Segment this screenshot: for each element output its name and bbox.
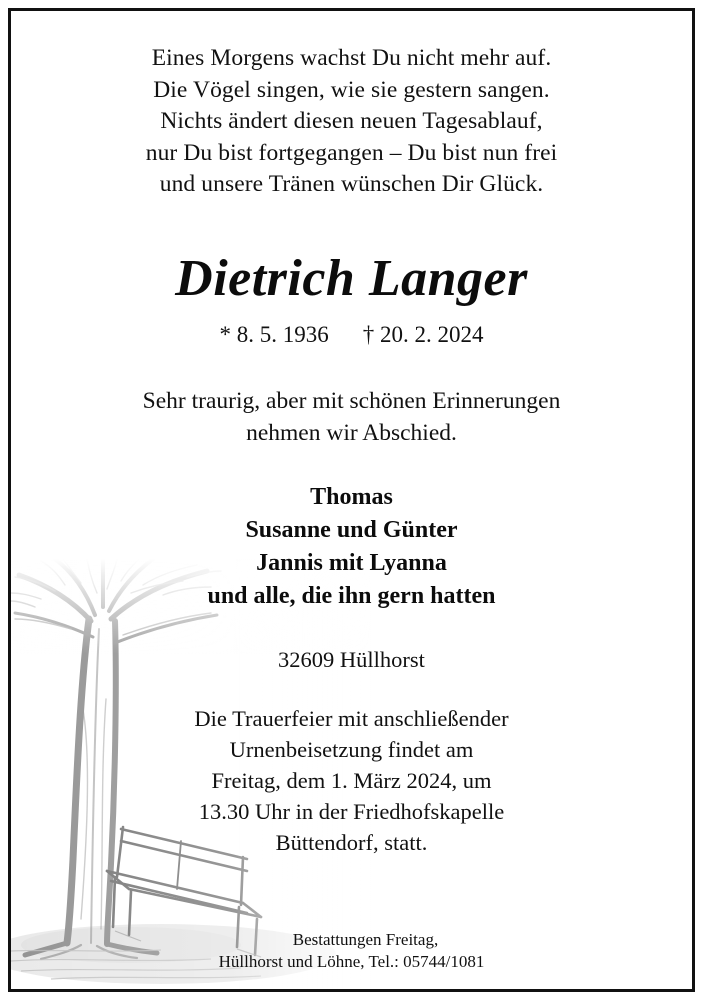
death-date: † 20. 2. 2024 — [362, 321, 484, 347]
poem-line: Die Vögel singen, wie sie gestern sangen. — [153, 76, 550, 103]
service-line: Die Trauerfeier mit anschließender — [194, 705, 509, 731]
service-line: 13.30 Uhr in der Friedhofskapelle — [198, 799, 505, 825]
life-dates — [39, 322, 664, 348]
poem-line: nur Du bist fortgegangen – Du bist nun frei — [145, 139, 558, 166]
place-line: 32609 Hüllhorst — [278, 646, 425, 672]
family-line: Thomas — [310, 484, 393, 511]
notice-content — [11, 11, 692, 858]
undertaker-line: Bestattungen Freitag, — [292, 929, 439, 949]
farewell-text — [39, 386, 664, 449]
farewell-line: Sehr traurig, aber mit schönen Erinnerungen — [142, 387, 561, 414]
family-line: Jannis mit Lyanna — [256, 550, 447, 577]
service-line: Büttendorf, statt. — [275, 830, 428, 856]
service-line: Urnenbeisetzung findet am — [229, 736, 474, 762]
poem-line: Eines Morgens wachst Du nicht mehr auf. — [151, 45, 552, 71]
notice-inner — [11, 11, 692, 989]
deceased-name: Dietrich Langer — [175, 249, 528, 307]
family-line: und alle, die ihn gern hatten — [207, 583, 496, 610]
birth-date: * 8. 5. 1936 — [219, 321, 329, 347]
undertaker-line: Hüllhorst und Löhne, Tel.: 05744/1081 — [218, 951, 485, 971]
farewell-line: nehmen wir Abschied. — [246, 419, 457, 446]
service-details — [39, 703, 664, 858]
family-line: Susanne und Günter — [245, 517, 458, 544]
family-names — [39, 481, 664, 613]
poem — [39, 43, 664, 201]
poem-line: Nichts ändert diesen neuen Tagesablauf, — [160, 108, 543, 135]
poem-line: und unsere Tränen wünschen Dir Glück. — [159, 171, 544, 198]
service-line: Freitag, dem 1. März 2024, um — [211, 768, 492, 793]
undertaker-credit — [11, 929, 692, 973]
